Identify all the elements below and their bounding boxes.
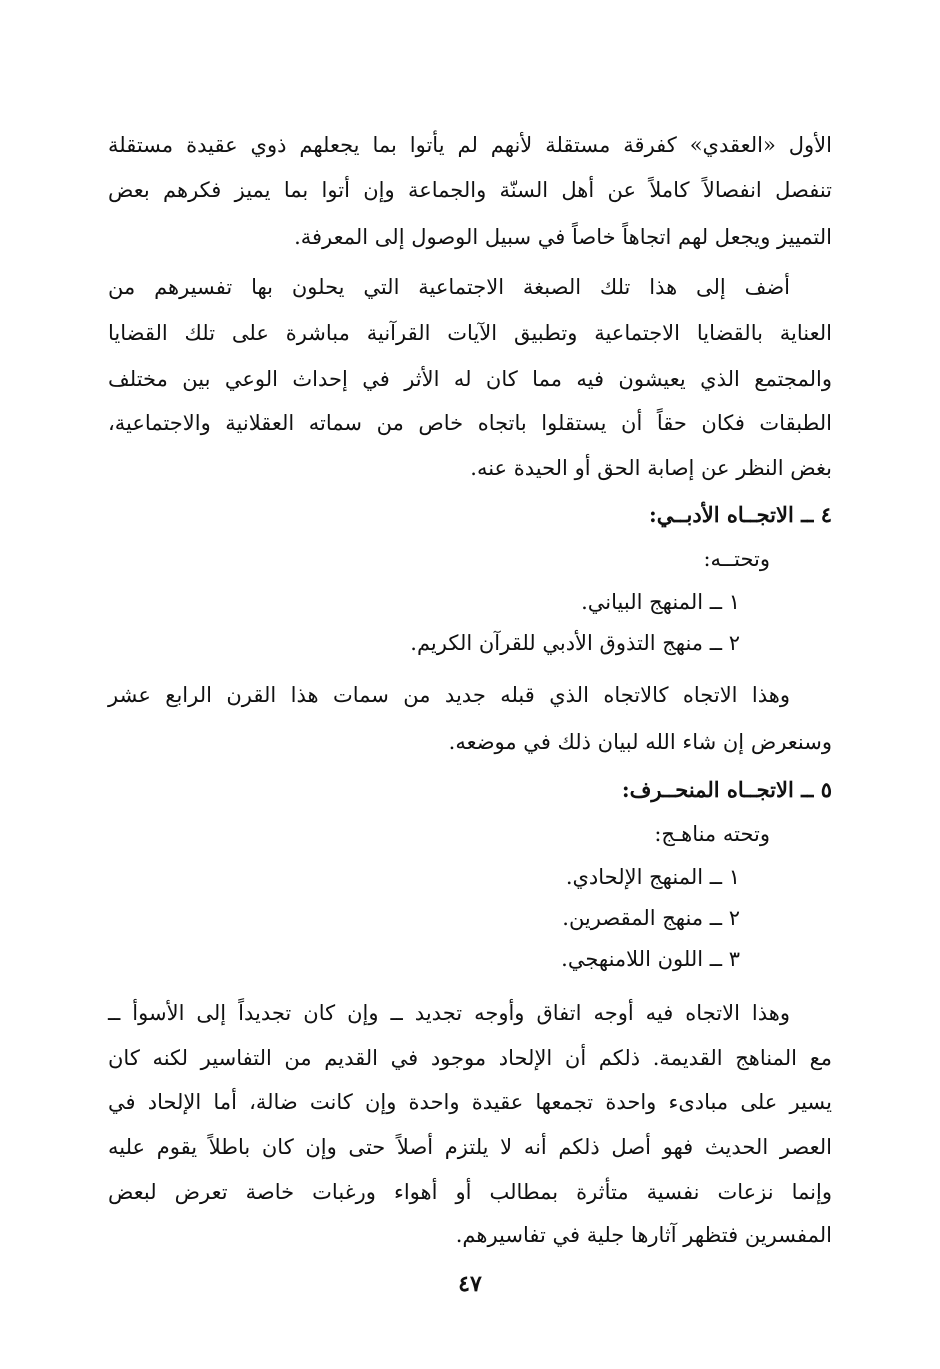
- section-4-item-1: ١ ــ المنهج البياني.: [581, 590, 740, 614]
- paragraph-1-line-3: التمييز ويجعل لهم اتجاهاً خاصاً في سبيل الوصول إلى المعرفة.: [294, 225, 832, 249]
- section-4-paragraph-line-1: وهذا الاتجاه كالاتجاه الذي قبله جديد من سمات هذا القرن الرابع عشر: [108, 683, 790, 707]
- section-5-paragraph-line-2: مع المناهج القديمة. ذلكم أن الإلحاد موجود في القديم من التفاسير لكنه كان: [108, 1046, 832, 1070]
- section-5-subheading: وتحته مناهـج:: [654, 822, 770, 846]
- section-4-subheading: وتحتــه:: [703, 547, 770, 571]
- section-5-item-3: ٣ ــ اللون اللامنهجي.: [561, 947, 740, 971]
- paragraph-2-line-4: الطبقات فكان حقاً أن يستقلوا باتجاه خاص من سماته العقلانية والاجتماعية،: [108, 411, 832, 435]
- section-4-item-2: ٢ ــ منهج التذوق الأدبي للقرآن الكريم.: [410, 631, 740, 655]
- section-5-paragraph-line-1: وهذا الاتجاه فيه أوجه اتفاق وأوجه تجديد ــ وإن كان تجديداً إلى الأسوأ ــ: [108, 1001, 790, 1025]
- section-5-paragraph-line-6: المفسرين فتظهر آثارها جلية في تفاسيرهم.: [455, 1223, 832, 1247]
- section-5-heading: ٥ ــ الاتجــاه المنحــرف:: [621, 777, 832, 802]
- section-5-paragraph-line-4: العصر الحديث فهو أصل ذلكم أنه لا يلتزم أصلاً حتى وإن كان باطلاً يقوم عليه: [108, 1135, 832, 1159]
- section-5-item-1: ١ ــ المنهج الإلحادي.: [565, 865, 740, 889]
- paragraph-2-line-5: بغض النظر عن إصابة الحق أو الحيدة عنه.: [470, 456, 832, 480]
- section-5-paragraph-line-5: وإنما نزعات نفسية متأثرة بمطالب أو أهواء ورغبات خاصة تعرض لبعض: [108, 1180, 832, 1204]
- paragraph-2-line-2: العناية بالقضايا الاجتماعية وتطبيق الآيات القرآنية مباشرة على تلك القضايا: [108, 321, 832, 345]
- paragraph-2-line-1: أضف إلى هذا تلك الصبغة الاجتماعية التي يحلون بها تفسيرهم من: [108, 275, 790, 299]
- section-4-paragraph-line-2: وسنعرض إن شاء الله لبيان ذلك في موضعه.: [448, 730, 832, 754]
- section-5-paragraph-line-3: يسير على مبادىء واحدة تجمعها عقيدة واحدة وإن كانت ضالة، أما الإلحاد في: [108, 1090, 832, 1114]
- paragraph-1-line-2: تنفصل انفصالاً كاملاً عن أهل السنّة والجماعة وإن أتوا بما يميز فكرهم بعض: [108, 178, 832, 202]
- page-number: ٤٧: [458, 1271, 482, 1297]
- section-5-item-2: ٢ ــ منهج المقصرين.: [562, 906, 740, 930]
- paragraph-1-line-1: الأول «العقدي» كفرقة مستقلة لأنهم لم يأتوا بما يجعلهم ذوي عقيدة مستقلة: [108, 133, 832, 157]
- paragraph-2-line-3: والمجتمع الذي يعيشون فيه مما كان له الأثر في إحداث الوعي بين مختلف: [108, 367, 832, 391]
- section-4-heading: ٤ ــ الاتجــاه الأدبــي:: [648, 502, 832, 527]
